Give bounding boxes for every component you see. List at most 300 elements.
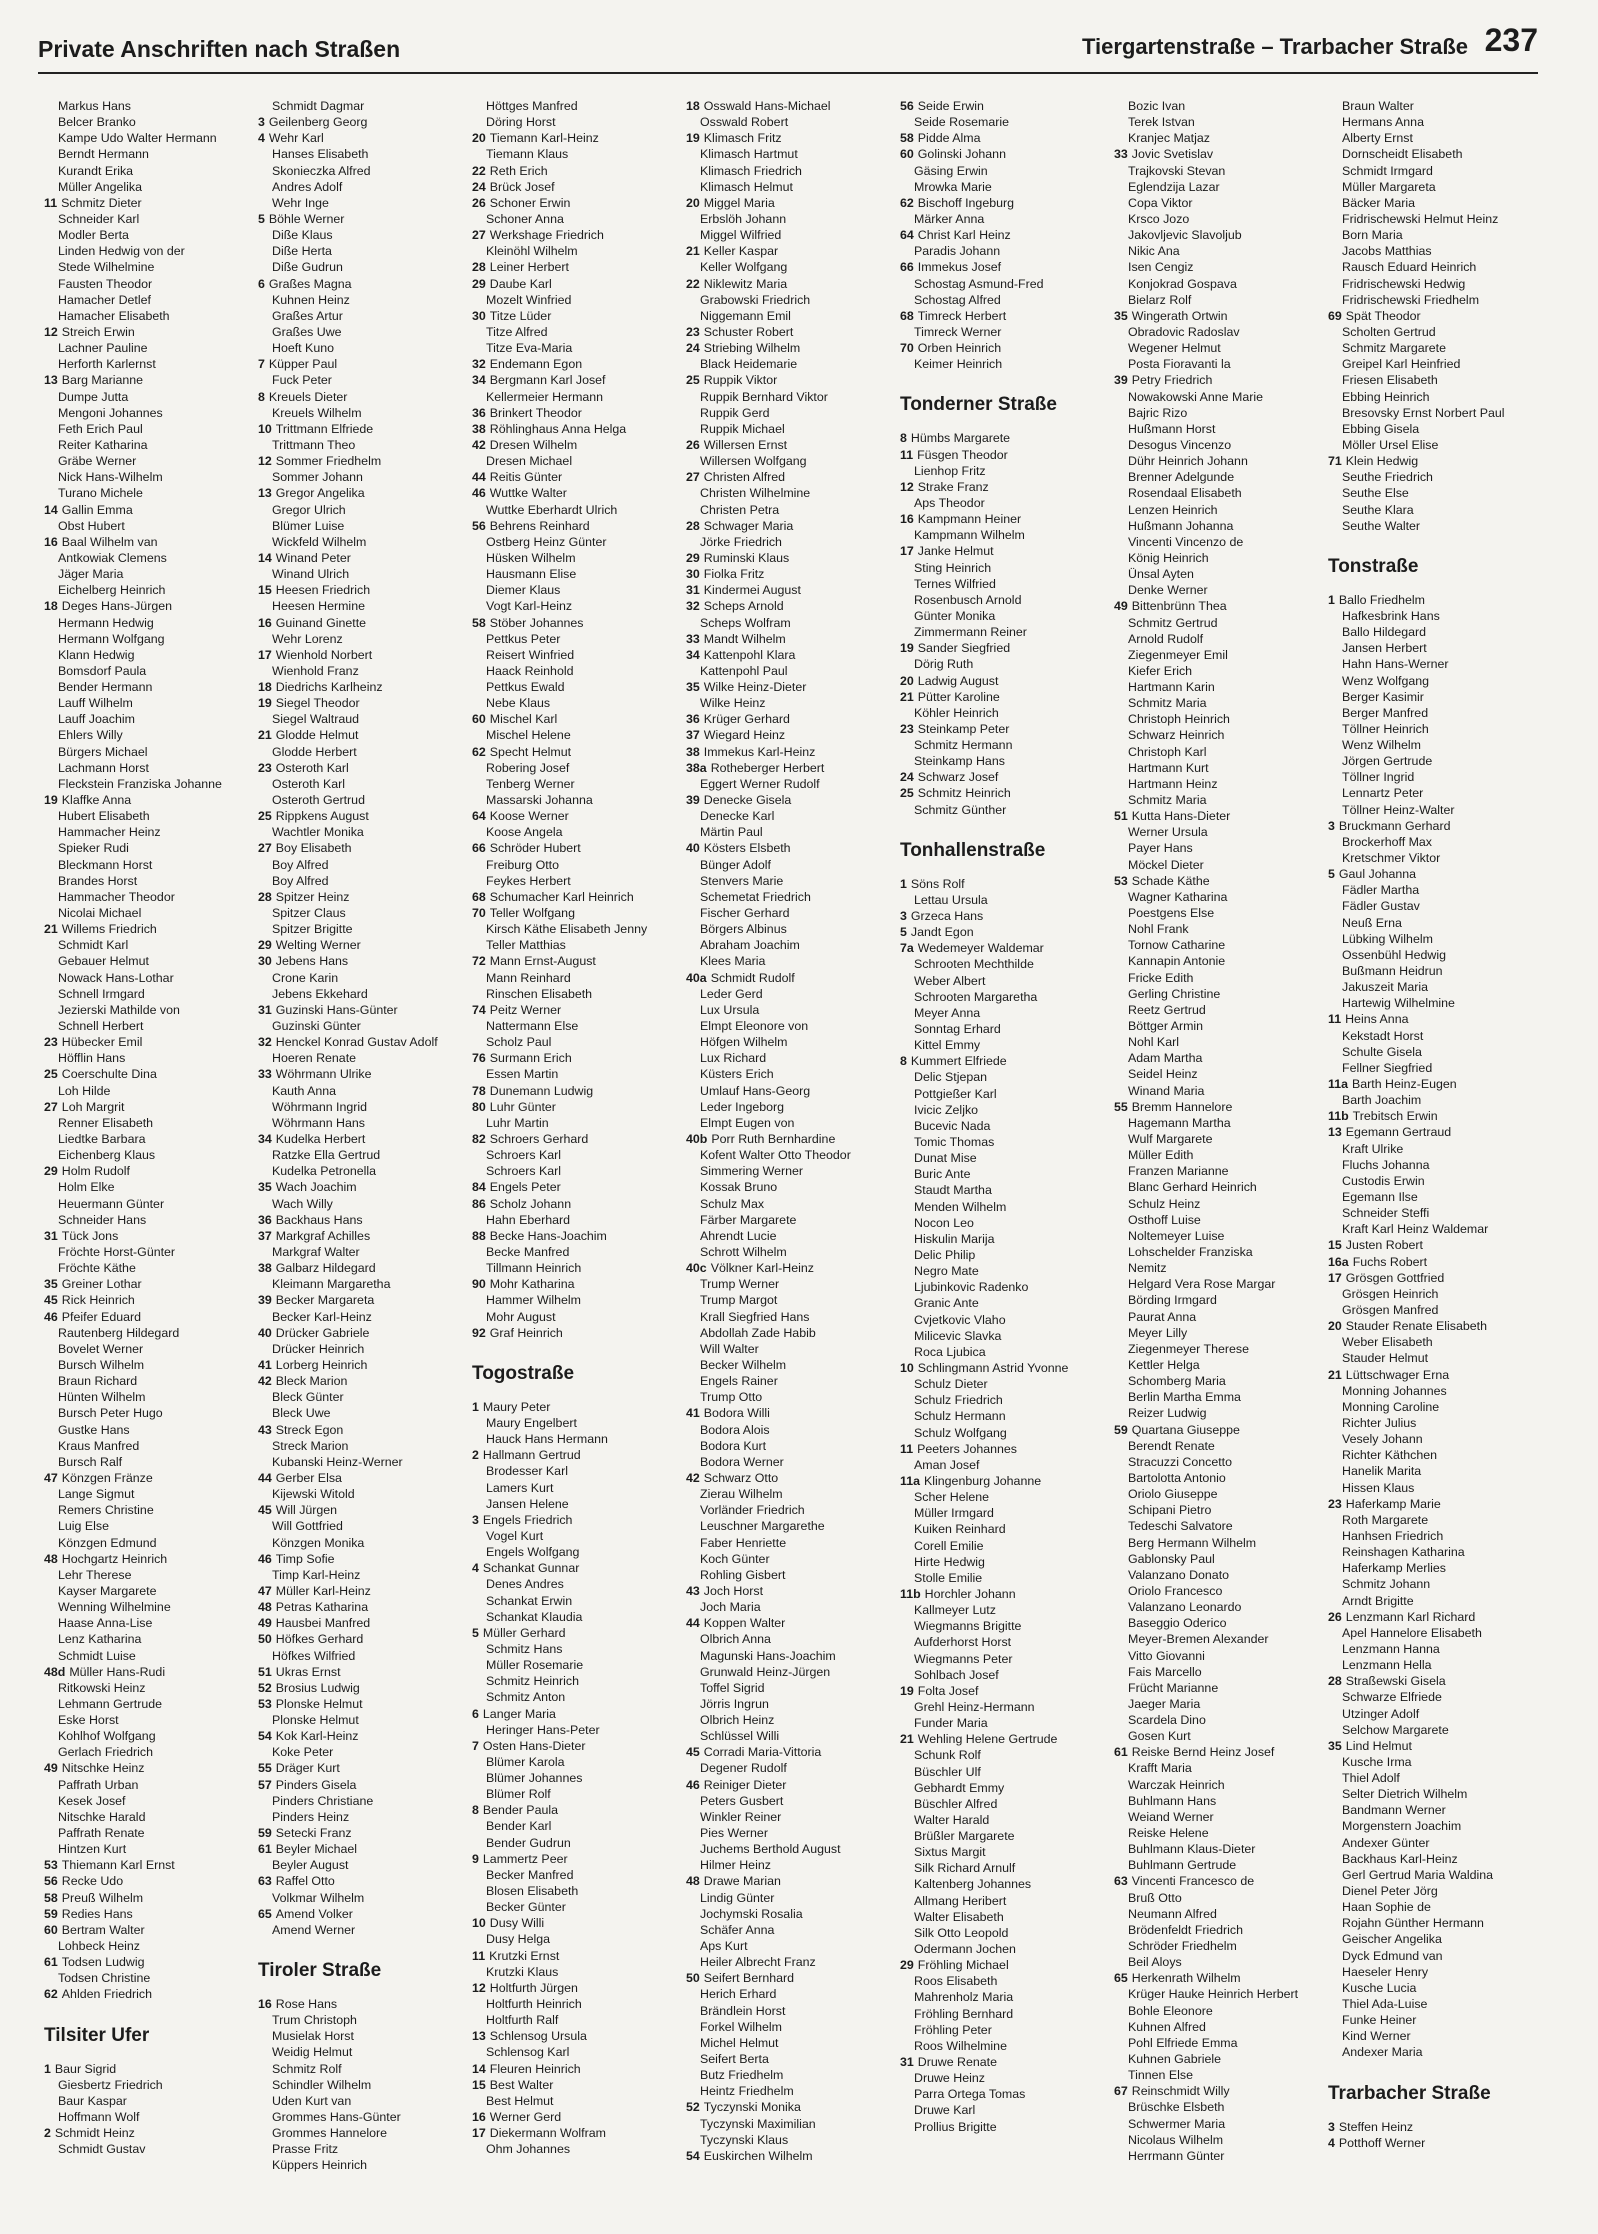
resident-entry bbox=[900, 1893, 1112, 1909]
resident-entry bbox=[900, 1925, 1112, 1941]
resident-name: Petras Katharina bbox=[275, 1600, 369, 1615]
resident-entry bbox=[1328, 1383, 1540, 1399]
resident-entry bbox=[44, 1841, 256, 1857]
resident-name: Fridrischewski Helmut Heinz bbox=[1342, 211, 1499, 226]
resident-entry bbox=[258, 1857, 470, 1873]
resident-entry bbox=[258, 1002, 470, 1018]
resident-name: Pidde Alma bbox=[917, 131, 981, 146]
resident-entry bbox=[686, 1712, 898, 1728]
resident-entry bbox=[1328, 689, 1540, 705]
resident-entry bbox=[900, 146, 1112, 162]
resident-entry bbox=[686, 292, 898, 308]
resident-entry bbox=[44, 1615, 256, 1631]
resident-entry bbox=[686, 808, 898, 824]
resident-name: Schmitz Hans bbox=[486, 1641, 563, 1656]
resident-entry bbox=[258, 1163, 470, 1179]
resident-entry bbox=[44, 308, 256, 324]
house-number: 11 bbox=[900, 1441, 914, 1456]
resident-entry bbox=[1114, 695, 1326, 711]
resident-name: Plonske Helmut bbox=[272, 1713, 359, 1728]
resident-name: Ivicic Zeljko bbox=[914, 1102, 979, 1117]
resident-name: Höttges Manfred bbox=[486, 99, 578, 113]
resident-entry bbox=[686, 2116, 898, 2132]
resident-entry bbox=[1328, 1593, 1540, 1609]
resident-name: Corradi Maria-Vittoria bbox=[703, 1745, 822, 1760]
resident-entry bbox=[258, 1793, 470, 1809]
resident-entry bbox=[1114, 1292, 1326, 1308]
house-number: 36 bbox=[472, 405, 486, 420]
resident-entry bbox=[44, 1502, 256, 1518]
resident-entry bbox=[900, 1909, 1112, 1925]
resident-name: Odermann Jochen bbox=[914, 1942, 1016, 1957]
resident-name: Hanhsen Friedrich bbox=[1342, 1528, 1444, 1543]
resident-entry bbox=[44, 663, 256, 679]
resident-entry bbox=[472, 179, 684, 195]
house-number: 21 bbox=[900, 689, 914, 704]
resident-entry bbox=[1328, 130, 1540, 146]
house-number: 41 bbox=[686, 1406, 700, 1421]
resident-entry bbox=[686, 598, 898, 614]
resident-entry bbox=[258, 2012, 470, 2028]
resident-name: Bandmann Werner bbox=[1342, 1803, 1446, 1818]
page-header bbox=[38, 22, 1538, 74]
resident-entry bbox=[44, 1438, 256, 1454]
resident-name: Neuß Erna bbox=[1342, 915, 1402, 930]
house-number: 59 bbox=[44, 1906, 58, 1921]
resident-name: Brück Josef bbox=[489, 179, 555, 194]
resident-name: Osswald Robert bbox=[700, 115, 789, 130]
resident-entry bbox=[44, 647, 256, 663]
resident-name: Behrens Reinhard bbox=[489, 518, 590, 533]
resident-entry bbox=[472, 550, 684, 566]
resident-entry bbox=[1114, 1615, 1326, 1631]
house-number: 12 bbox=[44, 324, 58, 339]
resident-name: Grösgen Manfred bbox=[1342, 1302, 1439, 1317]
resident-entry bbox=[900, 1263, 1112, 1279]
resident-name: Kannapin Antonie bbox=[1128, 954, 1226, 969]
resident-name: Hochgartz Heinrich bbox=[61, 1551, 168, 1566]
resident-name: Oriolo Francesco bbox=[1128, 1583, 1223, 1598]
resident-name: Menden Wilhelm bbox=[914, 1199, 1007, 1214]
resident-entry bbox=[258, 1325, 470, 1341]
resident-name: Will Walter bbox=[700, 1341, 759, 1356]
resident-name: Ruppik Gerd bbox=[700, 405, 770, 420]
house-number: 11a bbox=[900, 1473, 920, 1488]
resident-entry bbox=[258, 179, 470, 195]
resident-entry bbox=[44, 1309, 256, 1325]
resident-name: Wickfeld Wilhelm bbox=[272, 534, 367, 549]
resident-name: Ruppik Viktor bbox=[703, 373, 778, 388]
resident-entry bbox=[472, 2125, 684, 2141]
resident-entry bbox=[258, 566, 470, 582]
resident-name: Vorländer Friedrich bbox=[700, 1503, 805, 1518]
resident-entry bbox=[472, 953, 684, 969]
resident-name: Ballo Friedhelm bbox=[1338, 592, 1425, 607]
house-number: 70 bbox=[472, 906, 486, 921]
resident-entry bbox=[472, 1818, 684, 1834]
resident-entry bbox=[44, 1292, 256, 1308]
resident-entry bbox=[44, 937, 256, 953]
house-number: 15 bbox=[258, 583, 272, 598]
resident-entry bbox=[1328, 1334, 1540, 1350]
resident-entry bbox=[258, 469, 470, 485]
resident-entry bbox=[1328, 1818, 1540, 1834]
resident-name: Andres Adolf bbox=[272, 179, 343, 194]
resident-name: Möller Ursel Elise bbox=[1342, 437, 1439, 452]
resident-name: Becker Günter bbox=[486, 1900, 566, 1915]
resident-entry bbox=[1328, 1157, 1540, 1173]
resident-entry bbox=[1114, 2132, 1326, 2148]
resident-entry bbox=[258, 1147, 470, 1163]
resident-name: Paradis Johann bbox=[914, 244, 1001, 259]
house-number: 21 bbox=[900, 1732, 914, 1747]
resident-name: Nicolai Michael bbox=[58, 906, 142, 921]
resident-entry bbox=[900, 2070, 1112, 2086]
resident-name: Haeseler Henry bbox=[1342, 1964, 1429, 1979]
resident-name: Schlensog Ursula bbox=[489, 2029, 587, 2044]
resident-name: Barth Joachim bbox=[1342, 1093, 1422, 1108]
resident-entry bbox=[1328, 673, 1540, 689]
resident-entry bbox=[686, 356, 898, 372]
resident-name: Titze Eva-Maria bbox=[486, 341, 573, 356]
resident-entry bbox=[258, 727, 470, 743]
resident-name: Kraft Karl Heinz Waldemar bbox=[1342, 1222, 1489, 1237]
house-number: 4 bbox=[258, 131, 265, 146]
resident-entry bbox=[1114, 711, 1326, 727]
resident-name: Boy Elisabeth bbox=[275, 841, 352, 856]
resident-entry bbox=[258, 2061, 470, 2077]
house-number: 13 bbox=[472, 2029, 486, 2044]
resident-name: Heins Anna bbox=[1345, 1012, 1409, 1027]
house-number: 38 bbox=[686, 744, 700, 759]
resident-entry bbox=[686, 631, 898, 647]
resident-entry bbox=[900, 956, 1112, 972]
street-heading: Tonderner Straße bbox=[900, 394, 1057, 416]
resident-entry bbox=[900, 1344, 1112, 1360]
resident-entry bbox=[686, 324, 898, 340]
resident-entry bbox=[900, 1812, 1112, 1828]
resident-entry bbox=[1328, 1883, 1540, 1899]
resident-entry bbox=[258, 598, 470, 614]
resident-name: Hubert Elisabeth bbox=[58, 809, 150, 824]
resident-name: Brändlein Horst bbox=[700, 2003, 786, 2018]
house-number: 17 bbox=[472, 2126, 486, 2141]
resident-name: Schipani Pietro bbox=[1128, 1503, 1212, 1518]
resident-name: Willersen Wolfgang bbox=[700, 454, 807, 469]
resident-entry bbox=[44, 1518, 256, 1534]
resident-entry bbox=[44, 1002, 256, 1018]
house-number: 46 bbox=[258, 1551, 272, 1566]
house-number: 15 bbox=[472, 2077, 486, 2092]
resident-name: Tiemann Karl-Heinz bbox=[489, 131, 599, 146]
resident-entry bbox=[900, 324, 1112, 340]
house-number: 10 bbox=[900, 1360, 914, 1375]
resident-name: Reinschmidt Willy bbox=[1131, 2084, 1230, 2099]
house-number: 45 bbox=[686, 1745, 700, 1760]
resident-entry bbox=[900, 179, 1112, 195]
resident-name: Setecki Franz bbox=[275, 1826, 352, 1841]
resident-name: Schäfer Anna bbox=[700, 1922, 775, 1937]
resident-entry bbox=[258, 1228, 470, 1244]
resident-name: Selchow Margarete bbox=[1342, 1722, 1449, 1737]
house-number: 2 bbox=[44, 2126, 51, 2141]
resident-entry bbox=[686, 1083, 898, 1099]
resident-name: Jörke Friedrich bbox=[700, 534, 782, 549]
resident-entry bbox=[44, 1664, 256, 1680]
resident-entry bbox=[1114, 2003, 1326, 2019]
resident-entry bbox=[1114, 276, 1326, 292]
resident-name: Elmpt Eugen von bbox=[700, 1115, 795, 1130]
resident-name: Heesen Friedrich bbox=[275, 583, 371, 598]
resident-name: Schmidt Luise bbox=[58, 1648, 136, 1663]
resident-name: Maury Peter bbox=[482, 1399, 551, 1414]
resident-entry bbox=[1328, 1205, 1540, 1221]
resident-name: Nohl Karl bbox=[1128, 1035, 1179, 1050]
resident-entry bbox=[686, 534, 898, 550]
resident-name: Osteroth Karl bbox=[272, 776, 345, 791]
resident-entry bbox=[686, 1986, 898, 2002]
resident-entry bbox=[900, 705, 1112, 721]
resident-entry bbox=[44, 970, 256, 986]
resident-name: Schulz Hermann bbox=[914, 1409, 1006, 1424]
resident-name: Geilenberg Georg bbox=[268, 115, 368, 130]
resident-name: Hermann Hedwig bbox=[58, 615, 154, 630]
resident-name: Bovelet Werner bbox=[58, 1341, 144, 1356]
resident-name: Leder Gerd bbox=[700, 986, 763, 1001]
resident-name: Mohr Katharina bbox=[489, 1277, 575, 1292]
resident-name: Berendt Renate bbox=[1128, 1438, 1215, 1453]
resident-entry bbox=[1328, 1980, 1540, 1996]
resident-name: Trittmann Elfriede bbox=[275, 421, 374, 436]
resident-entry bbox=[1328, 227, 1540, 243]
resident-entry bbox=[900, 592, 1112, 608]
resident-name: Streck Egon bbox=[275, 1422, 344, 1437]
resident-name: Baur Kaspar bbox=[58, 2093, 127, 2108]
resident-entry bbox=[472, 1802, 684, 1818]
resident-entry bbox=[1114, 1405, 1326, 1421]
resident-entry bbox=[258, 2157, 470, 2173]
resident-name: Sommer Friedhelm bbox=[275, 454, 382, 469]
resident-entry bbox=[1328, 2044, 1540, 2060]
resident-name: Guzinski Hans-Günter bbox=[275, 1002, 398, 1017]
resident-name: Bruckmann Gerhard bbox=[1338, 818, 1451, 833]
resident-entry bbox=[1114, 405, 1326, 421]
resident-name: Redies Hans bbox=[61, 1906, 133, 1921]
resident-entry bbox=[686, 582, 898, 598]
resident-name: Rinschen Elisabeth bbox=[486, 986, 593, 1001]
resident-entry bbox=[1114, 1244, 1326, 1260]
resident-name: Jakuszeit Maria bbox=[1342, 980, 1429, 995]
resident-name: Noltemeyer Luise bbox=[1128, 1228, 1225, 1243]
resident-entry bbox=[472, 1948, 684, 1964]
house-number: 33 bbox=[258, 1067, 272, 1082]
resident-entry bbox=[900, 195, 1112, 211]
resident-entry bbox=[258, 1018, 470, 1034]
resident-name: Schlingmann Astrid Yvonne bbox=[917, 1360, 1069, 1375]
resident-name: Vincenti Vincenzo de bbox=[1128, 534, 1244, 549]
resident-entry bbox=[900, 989, 1112, 1005]
resident-name: Paurat Anna bbox=[1128, 1309, 1197, 1324]
house-number: 92 bbox=[472, 1325, 486, 1340]
resident-entry bbox=[472, 1083, 684, 1099]
resident-name: Schumacher Karl Heinrich bbox=[489, 889, 634, 904]
resident-entry bbox=[900, 608, 1112, 624]
resident-entry bbox=[1328, 1689, 1540, 1705]
resident-name: Meyer-Bremen Alexander bbox=[1128, 1632, 1269, 1647]
house-number: 82 bbox=[472, 1132, 486, 1146]
resident-entry bbox=[44, 469, 256, 485]
resident-entry bbox=[258, 1712, 470, 1728]
resident-entry bbox=[686, 1470, 898, 1486]
resident-entry bbox=[44, 2061, 256, 2077]
house-number: 20 bbox=[472, 131, 486, 146]
resident-name: Rotheberger Herbert bbox=[710, 760, 825, 775]
resident-entry bbox=[472, 1544, 684, 1560]
resident-entry bbox=[44, 1890, 256, 1906]
resident-name: Lachmann Horst bbox=[58, 760, 149, 775]
resident-entry bbox=[44, 1405, 256, 1421]
resident-entry bbox=[686, 1422, 898, 1438]
resident-name: Wulf Margarete bbox=[1128, 1132, 1213, 1146]
house-number: 21 bbox=[686, 244, 700, 259]
resident-name: Baur Sigrid bbox=[54, 2061, 117, 2076]
resident-entry bbox=[44, 1099, 256, 1115]
resident-name: Schulz Heinz bbox=[1128, 1196, 1201, 1211]
house-number: 35 bbox=[686, 680, 700, 695]
house-number: 63 bbox=[258, 1874, 272, 1889]
resident-entry bbox=[900, 560, 1112, 576]
resident-name: Bodora Willi bbox=[703, 1406, 770, 1421]
house-number: 86 bbox=[472, 1196, 486, 1211]
resident-name: Grabowski Friedrich bbox=[700, 292, 811, 307]
resident-name: Töllner Heinz-Walter bbox=[1342, 802, 1455, 817]
resident-name: Linden Hedwig von der bbox=[58, 244, 185, 259]
resident-entry bbox=[44, 1131, 256, 1147]
house-number: 16 bbox=[258, 615, 272, 630]
resident-entry bbox=[1114, 566, 1326, 582]
resident-name: Seuthe Walter bbox=[1342, 518, 1421, 533]
resident-name: Schulz Dieter bbox=[914, 1377, 988, 1392]
resident-name: Milicevic Slavka bbox=[914, 1328, 1002, 1343]
resident-entry bbox=[258, 1825, 470, 1841]
resident-name: Schmitz Hermann bbox=[914, 738, 1013, 753]
resident-entry bbox=[686, 905, 898, 921]
house-number: 27 bbox=[472, 228, 486, 243]
resident-entry bbox=[44, 1454, 256, 1470]
resident-name: Staudt Martha bbox=[914, 1183, 992, 1198]
resident-entry bbox=[44, 582, 256, 598]
resident-entry bbox=[1114, 1744, 1326, 1760]
resident-entry bbox=[900, 1634, 1112, 1650]
resident-name: Raffel Otto bbox=[275, 1874, 335, 1889]
resident-name: Ritkowski Heinz bbox=[58, 1680, 146, 1695]
house-number: 63 bbox=[1114, 1874, 1128, 1889]
resident-name: Hartewig Wilhelmine bbox=[1342, 996, 1455, 1011]
resident-entry bbox=[258, 647, 470, 663]
house-number: 70 bbox=[900, 341, 914, 356]
resident-name: Folta Josef bbox=[917, 1683, 979, 1698]
resident-name: Orben Heinrich bbox=[917, 341, 1002, 356]
resident-entry bbox=[686, 1405, 898, 1421]
resident-name: Funke Heiner bbox=[1342, 2013, 1417, 2028]
house-number: 47 bbox=[44, 1470, 58, 1485]
resident-name: Hoeft Kuno bbox=[272, 341, 334, 356]
resident-name: Lorberg Heinrich bbox=[275, 1357, 368, 1372]
resident-entry bbox=[44, 1373, 256, 1389]
resident-entry bbox=[472, 792, 684, 808]
resident-entry bbox=[900, 1392, 1112, 1408]
resident-entry bbox=[258, 243, 470, 259]
resident-name: Ratzke Ella Gertrud bbox=[272, 1148, 381, 1163]
resident-entry bbox=[900, 276, 1112, 292]
resident-entry bbox=[472, 453, 684, 469]
resident-entry bbox=[44, 808, 256, 824]
resident-entry bbox=[1114, 1309, 1326, 1325]
resident-name: Klimasch Fritz bbox=[703, 131, 782, 146]
resident-entry bbox=[686, 2083, 898, 2099]
resident-entry bbox=[900, 656, 1112, 672]
resident-entry bbox=[1328, 1108, 1540, 1124]
house-number: 40a bbox=[686, 970, 707, 985]
resident-entry bbox=[1328, 1770, 1540, 1786]
resident-name: Röhlinghaus Anna Helga bbox=[489, 421, 627, 436]
resident-entry bbox=[472, 1657, 684, 1673]
house-number: 32 bbox=[686, 599, 700, 614]
resident-entry bbox=[472, 760, 684, 776]
resident-name: Weber Albert bbox=[914, 973, 986, 988]
resident-name: Justen Robert bbox=[1345, 1238, 1423, 1253]
resident-entry bbox=[44, 1486, 256, 1502]
resident-entry bbox=[900, 1747, 1112, 1763]
resident-entry bbox=[1328, 1173, 1540, 1189]
resident-entry bbox=[900, 940, 1112, 956]
resident-name: Steinkamp Hans bbox=[914, 754, 1005, 769]
house-number: 11a bbox=[1328, 1077, 1348, 1092]
resident-entry bbox=[258, 1179, 470, 1195]
resident-entry bbox=[44, 905, 256, 921]
resident-name: Kettler Helga bbox=[1128, 1357, 1200, 1372]
resident-entry bbox=[1114, 905, 1326, 921]
resident-name: Mahrenholz Maria bbox=[914, 1990, 1014, 2005]
house-number: 3 bbox=[1328, 818, 1335, 833]
resident-entry bbox=[1328, 1899, 1540, 1915]
house-number: 24 bbox=[686, 341, 700, 356]
resident-name: Lehmann Gertrude bbox=[58, 1696, 163, 1711]
resident-entry bbox=[900, 2006, 1112, 2022]
resident-name: Arnold Rudolf bbox=[1128, 631, 1204, 646]
resident-entry bbox=[900, 1457, 1112, 1473]
resident-name: Richter Julius bbox=[1342, 1415, 1417, 1430]
resident-entry bbox=[1328, 195, 1540, 211]
resident-name: Berlin Martha Emma bbox=[1128, 1390, 1241, 1405]
resident-entry bbox=[686, 2019, 898, 2035]
resident-name: Granic Ante bbox=[914, 1296, 979, 1311]
resident-name: Ossenbühl Hedwig bbox=[1342, 947, 1447, 962]
house-number: 50 bbox=[686, 1971, 700, 1986]
resident-entry bbox=[686, 873, 898, 889]
resident-name: Rosenbusch Arnold bbox=[914, 592, 1022, 607]
street-heading: Togostraße bbox=[472, 1362, 575, 1384]
house-number: 62 bbox=[472, 744, 486, 759]
resident-name: Jandt Egon bbox=[910, 925, 974, 940]
resident-entry bbox=[472, 2077, 684, 2093]
house-number: 31 bbox=[686, 583, 700, 598]
resident-entry bbox=[1328, 179, 1540, 195]
resident-name: Weiand Werner bbox=[1128, 1809, 1214, 1824]
house-number: 7 bbox=[258, 357, 265, 372]
resident-entry bbox=[258, 1696, 470, 1712]
resident-entry bbox=[1114, 356, 1326, 372]
